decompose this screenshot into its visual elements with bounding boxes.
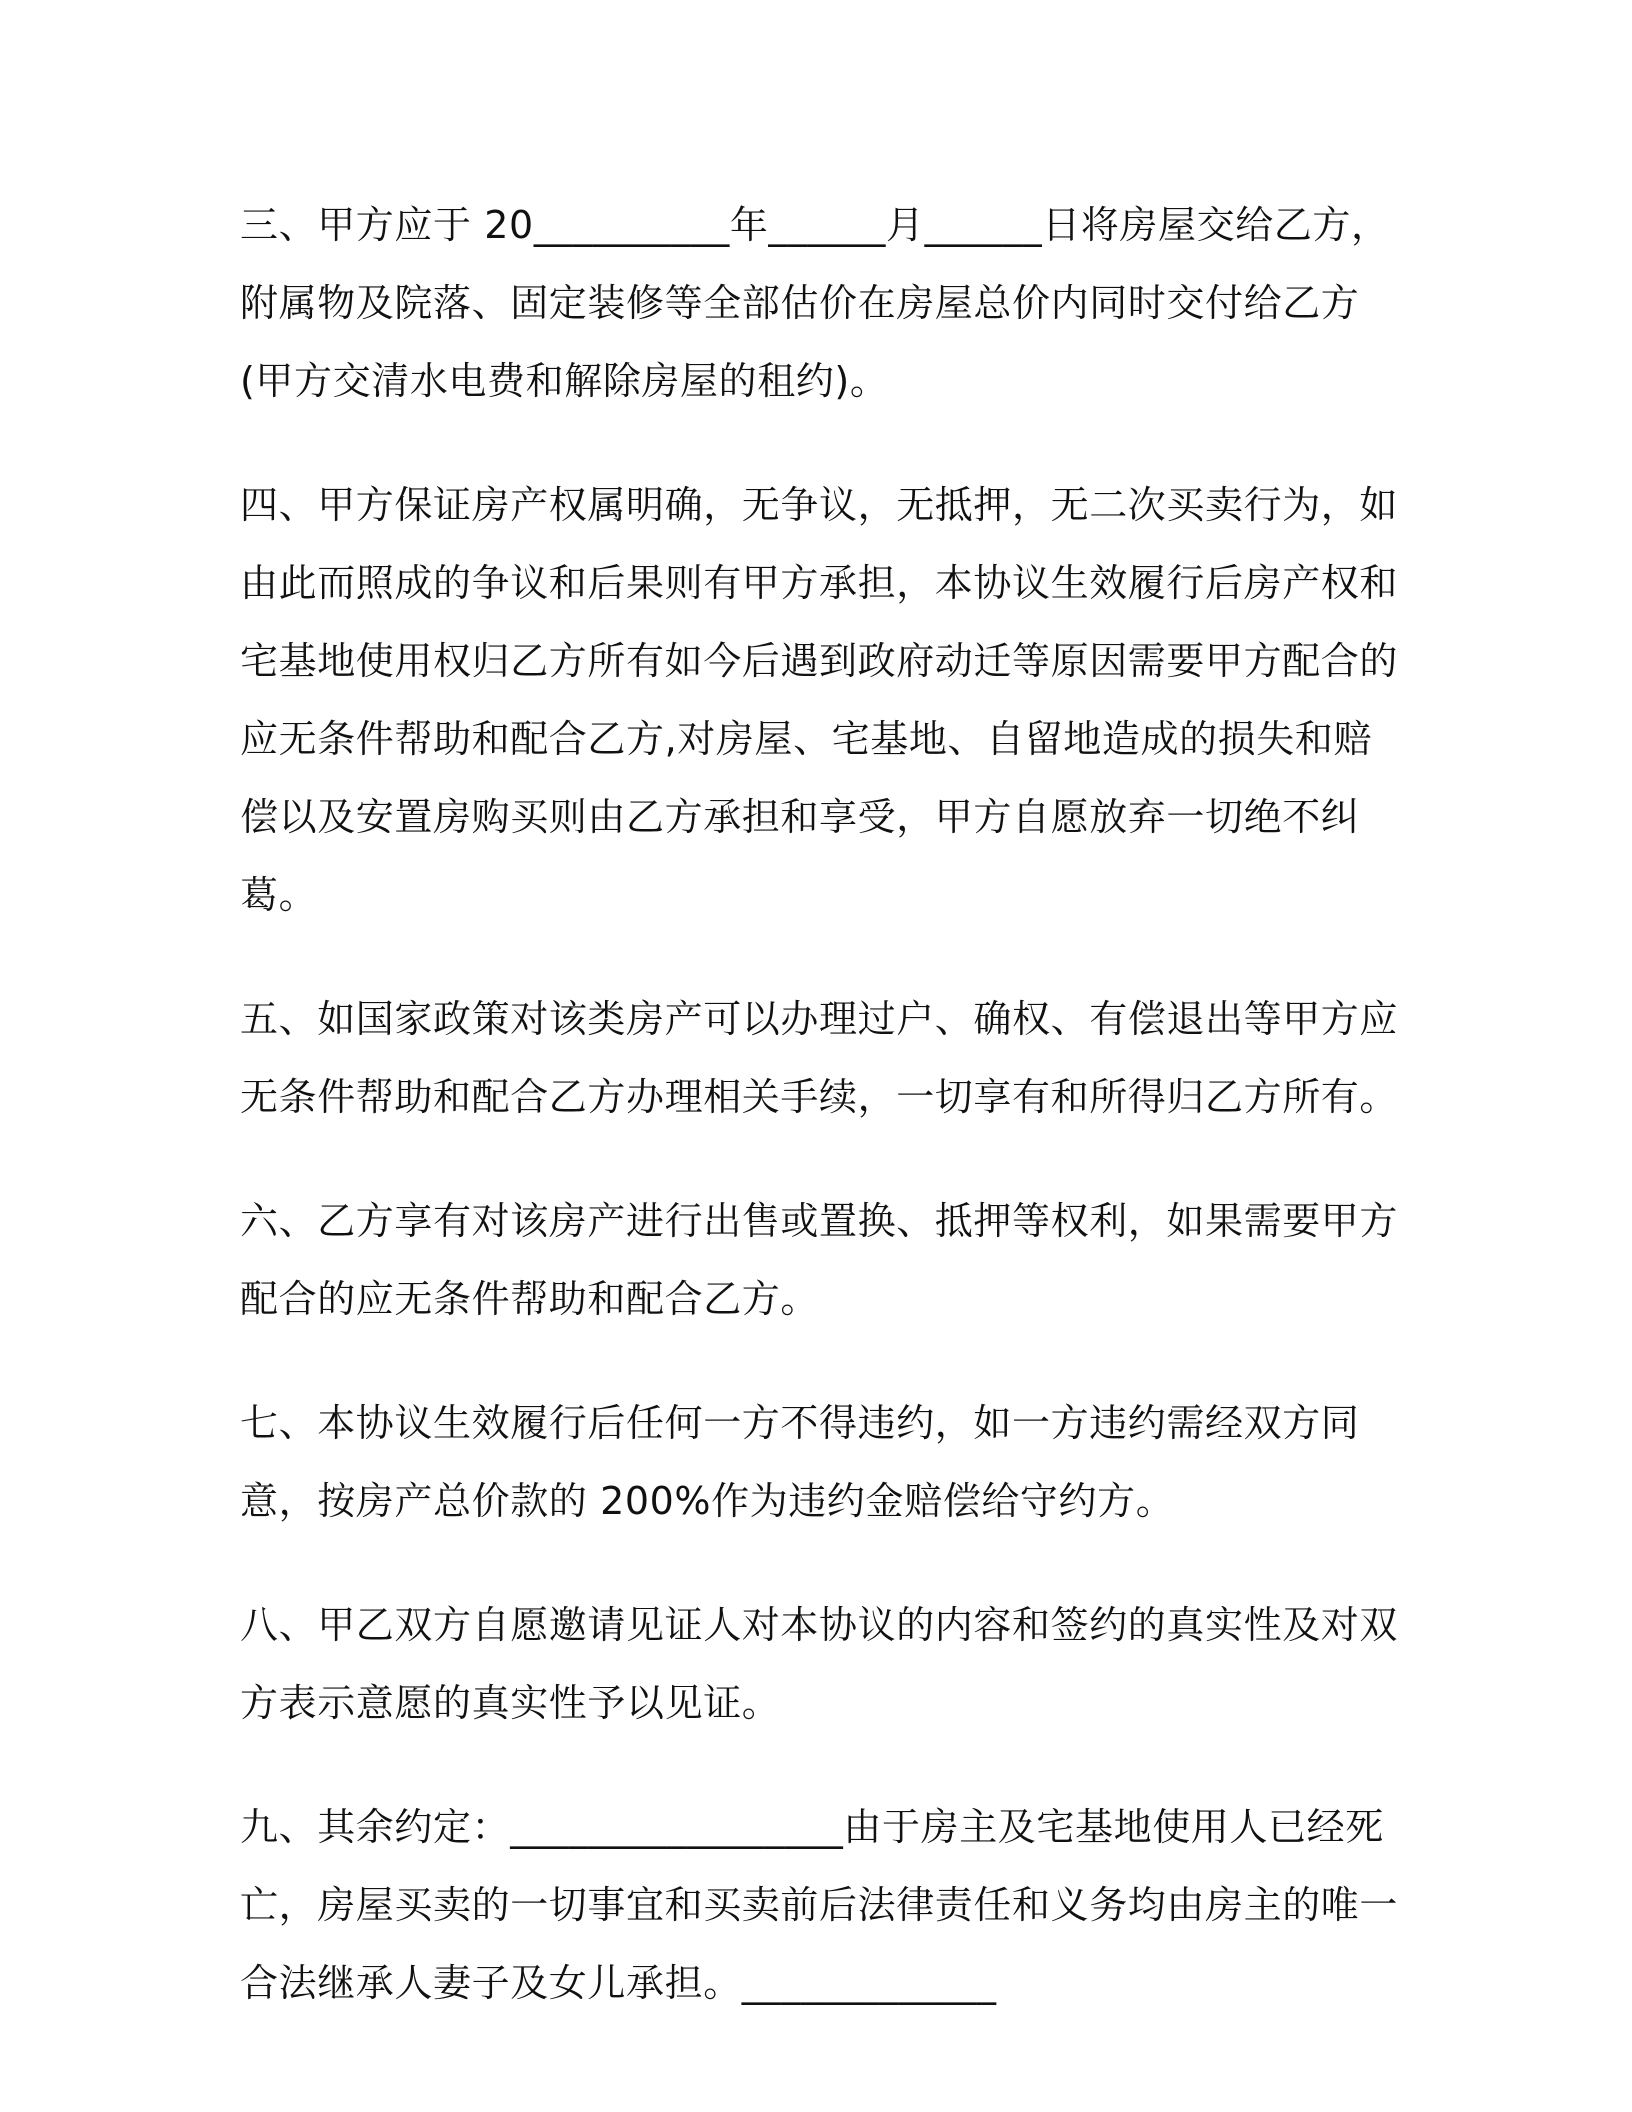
clause-8: 八、甲乙双方自愿邀请见证人对本协议的内容和签约的真实性及对双方表示意愿的真实性予以见证。 — [240, 1603, 1399, 1725]
clause-6: 六、乙方享有对该房产进行出售或置换、抵押等权利，如果需要甲方配合的应无条件帮助和配合乙方。 — [240, 1199, 1399, 1321]
clause-3: 三、甲方应于 20__________年______月______日将房屋交给乙方，附属物及院落、固定装修等全部估价在房屋总价内同时交付给乙方(甲方交清水电费和解除房屋的租约)。 — [240, 203, 1390, 403]
clause-9: 九、其余约定：_________________由于房主及宅基地使用人已经死亡，房屋买卖的一切事宜和买卖前后法律责任和义务均由房主的唯一合法继承人妻子及女儿承担。_____________ — [240, 1805, 1399, 2005]
clause-5: 五、如国家政策对该类房产可以办理过户、确权、有偿退出等甲方应无条件帮助和配合乙方办理相关手续，一切享有和所得归乙方所有。 — [240, 997, 1399, 1119]
document-body — [240, 186, 1400, 2068]
clause-7: 七、本协议生效履行后任何一方不得违约，如一方违约需经双方同意，按房产总价款的 200%作为违约金赔偿给守约方。 — [240, 1401, 1360, 1523]
clause-4: 四、甲方保证房产权属明确，无争议，无抵押，无二次买卖行为，如由此而照成的争议和后果则有甲方承担，本协议生效履行后房产权和宅基地使用权归乙方所有如今后遇到政府动迁等原因需要甲方配合的应无条件帮助和配合乙方,对房屋、宅基地、自留地造成的损失和赔偿以及安置房购买则由乙方承担和享受，甲方自愿放弃一切绝不纠葛。 — [240, 483, 1399, 917]
